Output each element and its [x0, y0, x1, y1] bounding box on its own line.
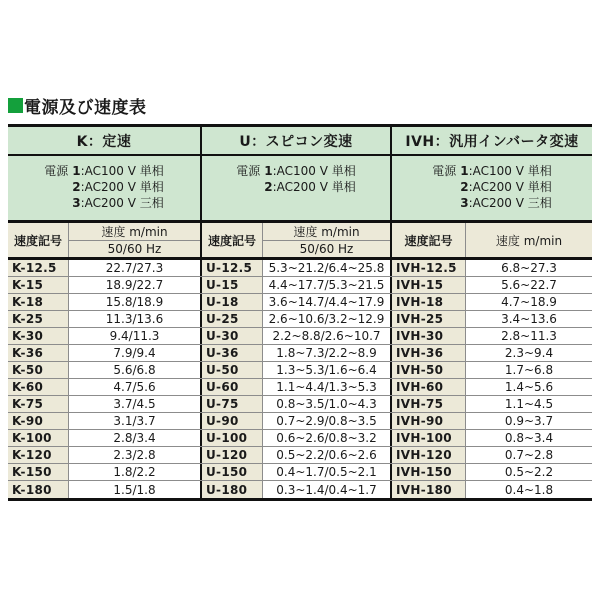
table-row [8, 413, 592, 430]
power-label: 電源 [432, 164, 457, 178]
table-row [8, 430, 592, 447]
page-title-text: 電源及び速度表 [24, 98, 147, 118]
power-options [460, 163, 552, 211]
speed-value-cell: 1.1~4.5 [465, 396, 592, 412]
speed-code-cell: IVH-30 [390, 328, 465, 344]
speed-code-cell: U-180 [200, 481, 262, 498]
speed-code-cell: U-18 [200, 294, 262, 310]
speed-code-cell: IVH-12.5 [390, 260, 465, 276]
power-label: 電源 [44, 164, 69, 178]
speed-code-cell: U-36 [200, 345, 262, 361]
speed-value-cell: 1.4~5.6 [465, 379, 592, 395]
frequency-label: 50/60 Hz [299, 242, 354, 256]
page-title [8, 93, 147, 118]
speed-code-cell: K-60 [8, 379, 68, 395]
speed-code-cell: IVH-150 [390, 464, 465, 480]
speed-value-cell: 1.8~7.3/2.2~8.9 [262, 345, 390, 361]
speed-code-cell: IVH-120 [390, 447, 465, 463]
power-option: 3:AC200 V 三相 [72, 196, 164, 210]
table-row [8, 447, 592, 464]
speed-code-cell: IVH-25 [390, 311, 465, 327]
speed-table-body [8, 260, 592, 498]
speed-value-cell: 2.8/3.4 [68, 430, 200, 446]
power-option: 2:AC200 V 単相 [460, 180, 552, 194]
table-row [8, 362, 592, 379]
code-column-header-ivh: 速度記号 [390, 223, 465, 257]
speed-code-cell: U-100 [200, 430, 262, 446]
speed-value-cell: 11.3/13.6 [68, 311, 200, 327]
speed-value-cell: 3.6~14.7/4.4~17.9 [262, 294, 390, 310]
table-row [8, 481, 592, 498]
power-option: 2:AC200 V 単相 [264, 180, 356, 194]
table-row [8, 379, 592, 396]
power-cell-u [200, 156, 390, 220]
speed-value-cell: 2.3/2.8 [68, 447, 200, 463]
speed-code-cell: IVH-15 [390, 277, 465, 293]
speed-code-cell: K-50 [8, 362, 68, 378]
power-option: 1:AC100 V 単相 [72, 164, 164, 178]
power-label: 電源 [236, 164, 261, 178]
table-row [8, 294, 592, 311]
speed-code-cell: IVH-180 [390, 481, 465, 498]
speed-code-cell: K-15 [8, 277, 68, 293]
speed-value-cell: 0.4~1.8 [465, 481, 592, 498]
title-square-icon [8, 98, 23, 113]
speed-value-cell: 2.6~10.6/3.2~12.9 [262, 311, 390, 327]
power-options [264, 163, 356, 195]
power-option: 1:AC100 V 単相 [264, 164, 356, 178]
speed-code-cell: IVH-60 [390, 379, 465, 395]
speed-code-cell: U-150 [200, 464, 262, 480]
code-column-header-k: 速度記号 [13, 233, 62, 248]
speed-value-cell: 0.3~1.4/0.4~1.7 [262, 481, 390, 498]
speed-value-cell: 0.8~3.5/1.0~4.3 [262, 396, 390, 412]
speed-value-cell: 18.9/22.7 [68, 277, 200, 293]
speed-code-cell: K-150 [8, 464, 68, 480]
speed-unit-label: 速度 m/min [495, 233, 563, 248]
speed-value-cell: 1.7~6.8 [465, 362, 592, 378]
speed-code-cell: K-120 [8, 447, 68, 463]
speed-value-cell: 4.4~17.7/5.3~21.5 [262, 277, 390, 293]
section-header-u: U：スピコン変速 [200, 127, 390, 154]
table-row [8, 311, 592, 328]
power-cell-k [8, 156, 200, 220]
speed-value-cell: 5.6~22.7 [465, 277, 592, 293]
speed-code-cell: U-30 [200, 328, 262, 344]
speed-value-cell: 0.8~3.4 [465, 430, 592, 446]
speed-value-cell: 0.5~2.2/0.6~2.6 [262, 447, 390, 463]
speed-code-cell: U-120 [200, 447, 262, 463]
speed-value-cell: 2.2~8.8/2.6~10.7 [262, 328, 390, 344]
speed-value-cell: 0.7~2.8 [465, 447, 592, 463]
speed-code-cell: IVH-100 [390, 430, 465, 446]
power-cell-ivh [390, 156, 592, 220]
speed-value-cell: 3.7/4.5 [68, 396, 200, 412]
power-row [8, 156, 592, 223]
table-row [8, 396, 592, 413]
speed-code-cell: K-90 [8, 413, 68, 429]
speed-value-cell: 9.4/11.3 [68, 328, 200, 344]
speed-code-cell: K-18 [8, 294, 68, 310]
speed-code-cell: K-30 [8, 328, 68, 344]
speed-value-cell: 0.7~2.9/0.8~3.5 [262, 413, 390, 429]
speed-value-cell: 1.5/1.8 [68, 481, 200, 498]
power-option: 3:AC200 V 三相 [460, 196, 552, 210]
speed-value-cell: 1.1~4.4/1.3~5.3 [262, 379, 390, 395]
speed-value-cell: 1.8/2.2 [68, 464, 200, 480]
speed-code-cell: K-75 [8, 396, 68, 412]
power-option: 2:AC200 V 単相 [72, 180, 164, 194]
power-options [72, 163, 164, 211]
speed-unit-label: 速度 m/min [263, 223, 390, 241]
speed-value-cell: 3.1/3.7 [68, 413, 200, 429]
speed-code-cell: U-15 [200, 277, 262, 293]
speed-code-cell: IVH-90 [390, 413, 465, 429]
speed-value-cell: 2.3~9.4 [465, 345, 592, 361]
speed-value-cell: 5.3~21.2/6.4~25.8 [262, 260, 390, 276]
speed-code-cell: K-180 [8, 481, 68, 498]
speed-code-cell: U-60 [200, 379, 262, 395]
table-row [8, 260, 592, 277]
speed-code-cell: IVH-50 [390, 362, 465, 378]
table-row [8, 277, 592, 294]
subheader-row [8, 223, 592, 260]
speed-code-cell: IVH-18 [390, 294, 465, 310]
speed-code-cell: U-75 [200, 396, 262, 412]
speed-code-cell: IVH-75 [390, 396, 465, 412]
speed-table [8, 124, 592, 501]
table-row [8, 328, 592, 345]
speed-code-cell: K-36 [8, 345, 68, 361]
power-option: 1:AC100 V 単相 [460, 164, 552, 178]
speed-code-cell: IVH-36 [390, 345, 465, 361]
speed-value-cell: 0.9~3.7 [465, 413, 592, 429]
section-header-k: K：定速 [76, 134, 132, 150]
speed-code-cell: U-12.5 [200, 260, 262, 276]
speed-code-cell: K-25 [8, 311, 68, 327]
speed-column-header-u [262, 223, 390, 257]
speed-value-cell: 22.7/27.3 [68, 260, 200, 276]
speed-value-cell: 7.9/9.4 [68, 345, 200, 361]
speed-value-cell: 6.8~27.3 [465, 260, 592, 276]
speed-column-header-k [68, 223, 200, 257]
speed-value-cell: 4.7~18.9 [465, 294, 592, 310]
speed-unit-label: 速度 m/min [69, 223, 200, 241]
code-column-header-u: 速度記号 [200, 223, 262, 257]
section-header-ivh: IVH：汎用インバータ変速 [390, 127, 592, 154]
speed-code-cell: U-25 [200, 311, 262, 327]
speed-value-cell: 5.6/6.8 [68, 362, 200, 378]
speed-code-cell: U-90 [200, 413, 262, 429]
table-row [8, 464, 592, 481]
speed-value-cell: 0.5~2.2 [465, 464, 592, 480]
speed-value-cell: 3.4~13.6 [465, 311, 592, 327]
speed-code-cell: K-100 [8, 430, 68, 446]
speed-value-cell: 1.3~5.3/1.6~6.4 [262, 362, 390, 378]
speed-code-cell: U-50 [200, 362, 262, 378]
table-row [8, 345, 592, 362]
speed-column-header-ivh [465, 223, 592, 257]
speed-value-cell: 15.8/18.9 [68, 294, 200, 310]
speed-value-cell: 0.6~2.6/0.8~3.2 [262, 430, 390, 446]
speed-value-cell: 2.8~11.3 [465, 328, 592, 344]
speed-code-cell: K-12.5 [8, 260, 68, 276]
frequency-label: 50/60 Hz [107, 242, 162, 256]
speed-value-cell: 0.4~1.7/0.5~2.1 [262, 464, 390, 480]
table-header-row [8, 127, 592, 156]
speed-value-cell: 4.7/5.6 [68, 379, 200, 395]
